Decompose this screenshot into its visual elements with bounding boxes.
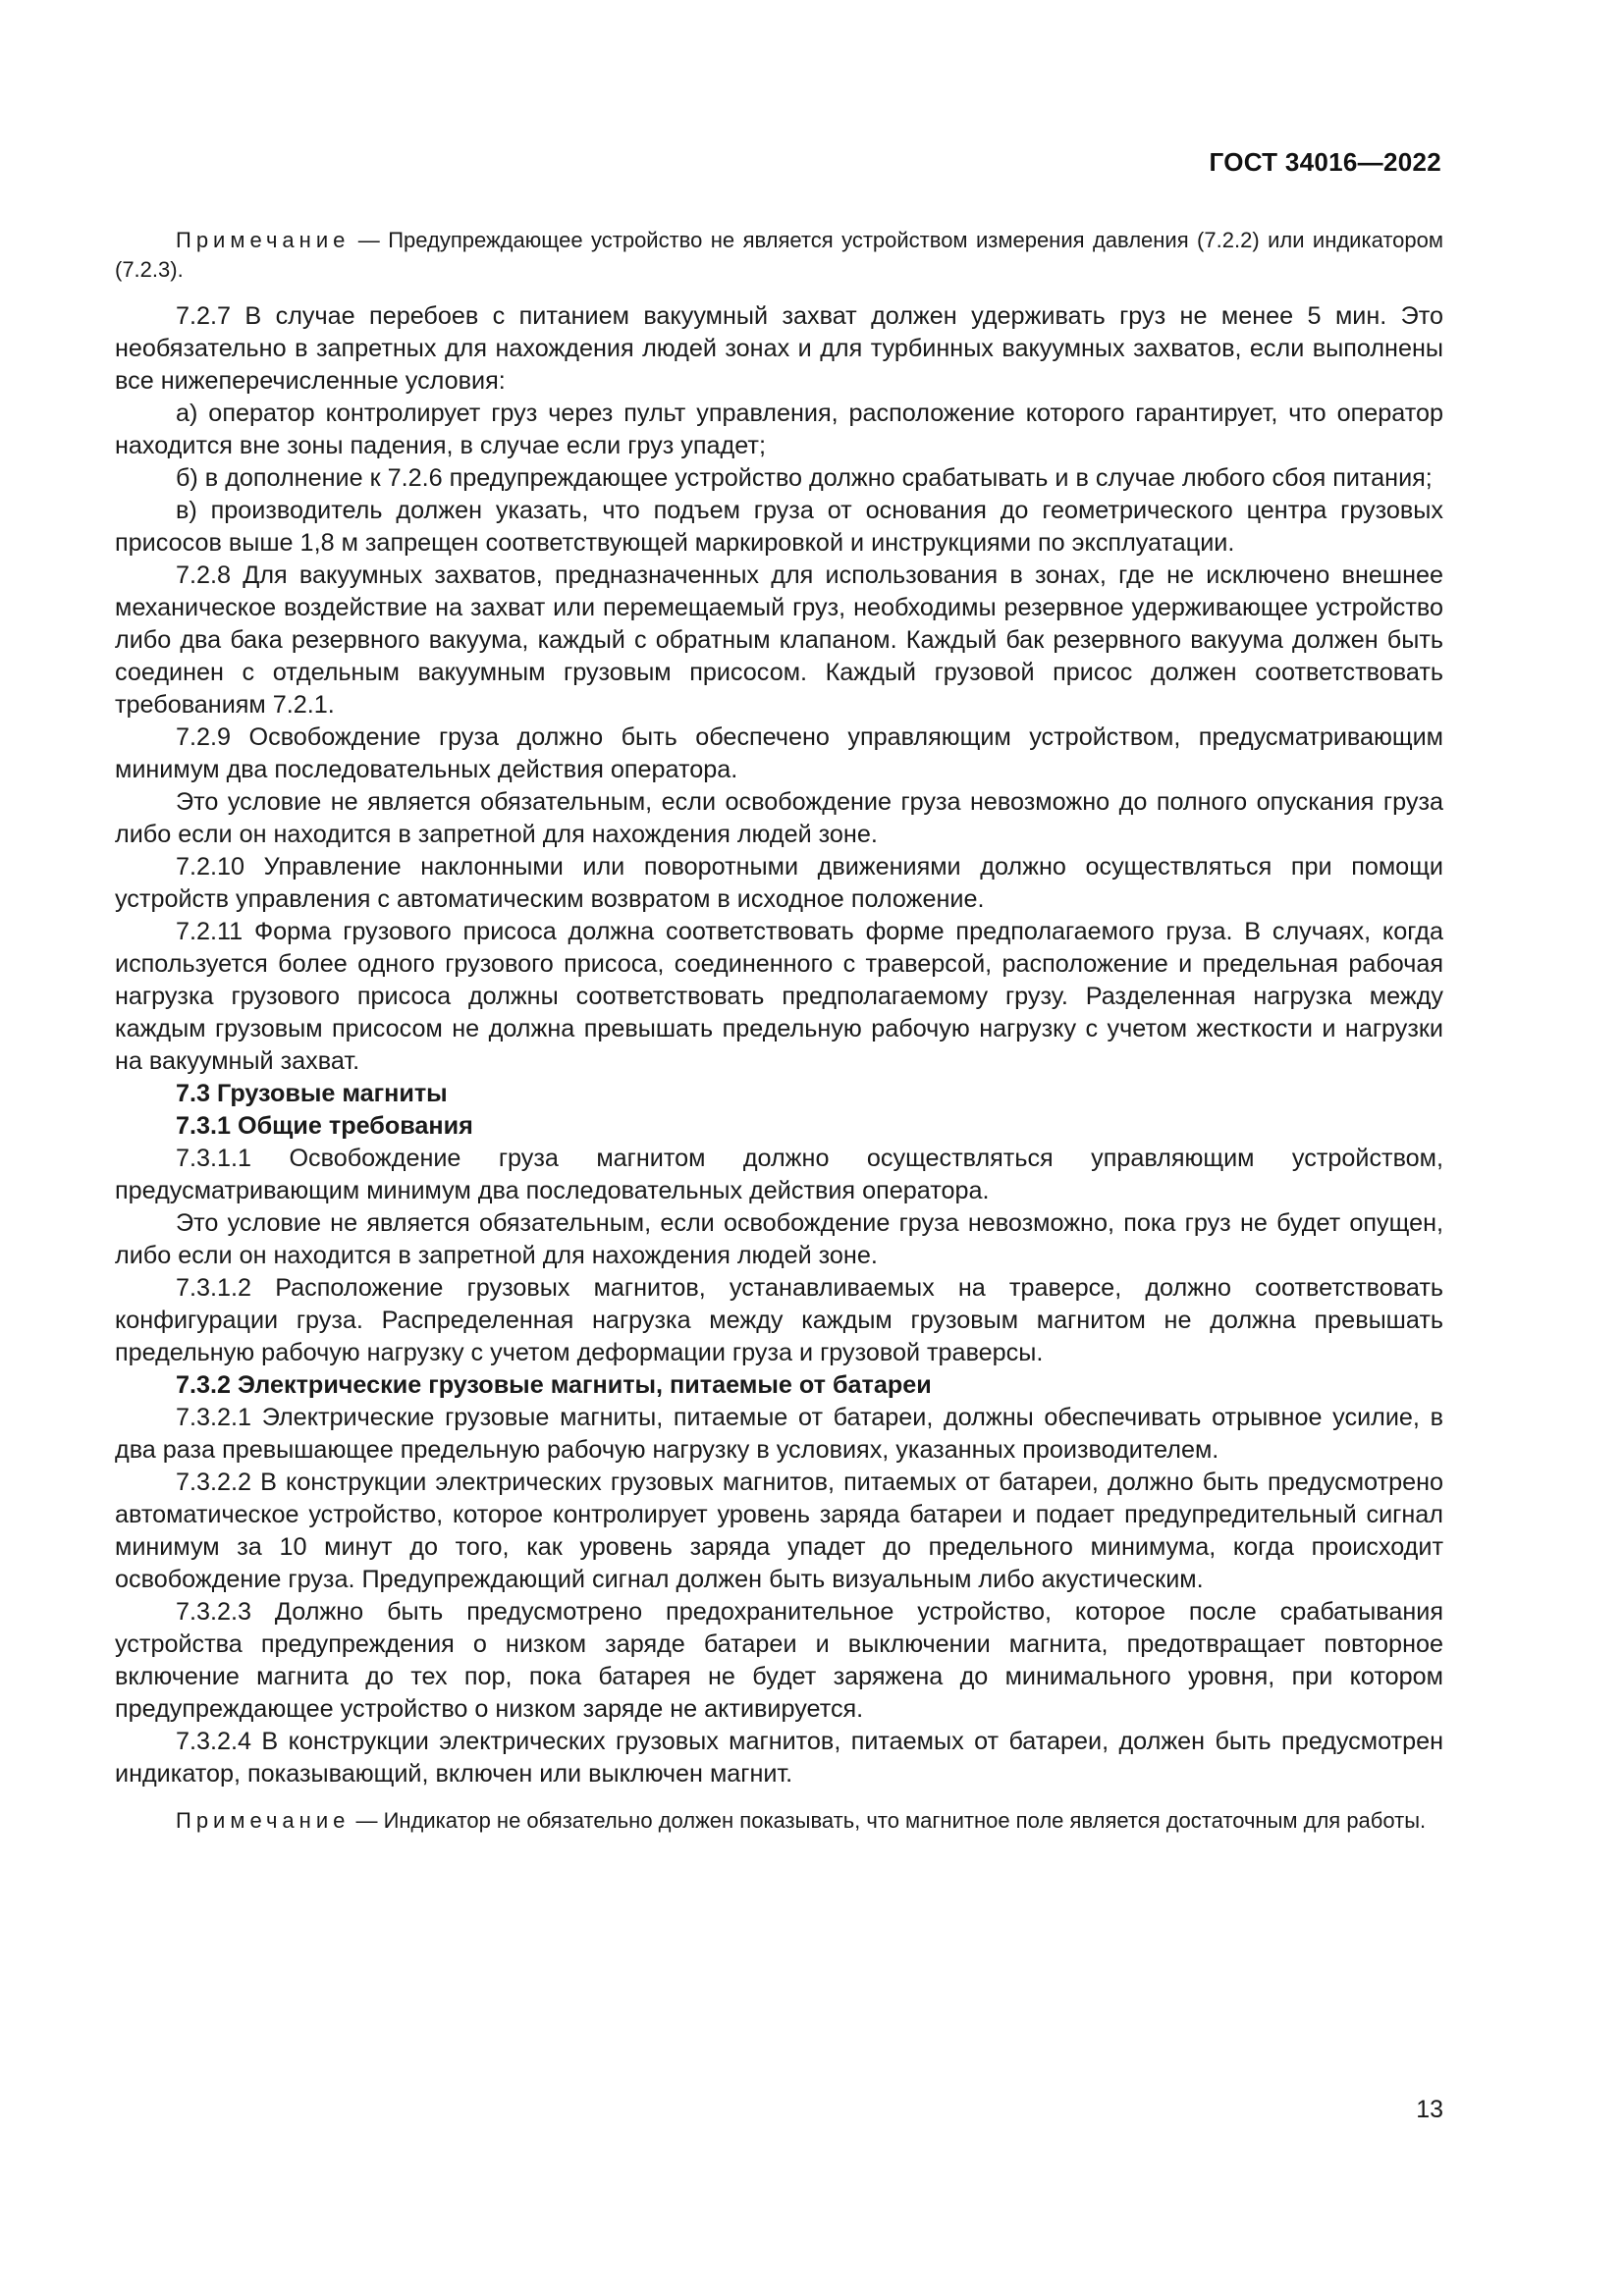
subsection-heading-7-3-1: 7.3.1 Общие требования [176,1112,473,1140]
list-item-c: в) производитель должен указать, что подъем груза от основания до геометрического центра грузовых присосов выше 1,8 м запрещен соответствующей маркировкой и инструкциями по эксплуатации. [115,497,1443,557]
paragraph-7-3-1-1: 7.3.1.1 Освобождение груза магнитом должно осуществляться управляющим устройством, предусматривающим минимум два последовательных действия оператора. [115,1145,1443,1204]
note-text: — Предупреждающее устройство не является устройством измерения давления (7.2.2) или индикатором (7.2.3). [115,228,1443,282]
note-paragraph [115,226,1443,285]
paragraph-7-2-11: 7.2.11 Форма грузового присоса должна соответствовать форме предполагаемого груза. В случаях, когда используется более одного грузового присоса, соединенного с траверсой, расположение и предельная рабочая нагрузка грузового присоса должны соответствовать предполагаемому грузу. Разделенная нагрузка между каждым грузовым присосом не должна превышать предельную рабочую нагрузку с учетом жесткости и нагрузки на вакуумный захват. [115,918,1443,1075]
paragraph-7-3-2-4: 7.3.2.4 В конструкции электрических грузовых магнитов, питаемых от батареи, должен быть предусмотрен индикатор, показывающий, включен или выключен магнит. [115,1728,1443,1788]
subsection-heading-7-3-2: 7.3.2 Электрические грузовые магниты, питаемые от батареи [176,1371,932,1399]
paragraph-7-3-2-1: 7.3.2.1 Электрические грузовые магниты, питаемые от батареи, должны обеспечивать отрывное усилие, в два раза превышающее предельную рабочую нагрузку в условиях, указанных производителем. [115,1404,1443,1464]
paragraph-7-2-10: 7.2.10 Управление наклонными или поворотными движениями должно осуществляться при помощи устройств управления с автоматическим возвратом в исходное положение. [115,853,1443,913]
list-item-a: а) оператор контролирует груз через пульт управления, расположение которого гарантирует, что оператор находится вне зоны падения, в случае если груз упадет; [115,400,1443,459]
section-heading-7-3: 7.3 Грузовые магниты [176,1080,448,1107]
note-label: Примечание [176,1808,351,1833]
paragraph-7-2-8: 7.2.8 Для вакуумных захватов, предназначенных для использования в зонах, где не исключено внешнее механическое воздействие на захват или перемещаемый груз, необходимы резервное удерживающее устройство либо два бака резервного вакуума, каждый с обратным клапаном. Каждый бак резервного вакуума должен быть соединен с отдельным вакуумным грузовым присосом. Каждый грузовой присос должен соответствовать требованиям 7.2.1. [115,561,1443,719]
document-code-header: ГОСТ 34016—2022 [1209,147,1441,177]
list-item-b: б) в дополнение к 7.2.6 предупреждающее устройство должно срабатывать и в случае любого сбоя питания; [176,464,1433,492]
paragraph-7-2-9: 7.2.9 Освобождение груза должно быть обеспечено управляющим устройством, предусматривающим минимум два последовательных действия оператора. [115,723,1443,783]
note-text: — Индикатор не обязательно должен показывать, что магнитное поле является достаточным для работы. [350,1808,1427,1833]
paragraph-7-3-1-2: 7.3.1.2 Расположение грузовых магнитов, устанавливаемых на траверсе, должно соответствовать конфигурации груза. Распределенная нагрузка между каждым грузовым магнитом не должна превышать предельную рабочую нагрузку с учетом деформации груза и грузовой траверсы. [115,1274,1443,1366]
paragraph-7-2-9-condition: Это условие не является обязательным, если освобождение груза невозможно до полного опускания груза либо если он находится в запретной для нахождения людей зоне. [115,788,1443,848]
document-body [115,226,1443,1836]
note-label: Примечание [176,228,351,252]
page-number: 13 [1416,2096,1443,2123]
note-paragraph [115,1806,1443,1836]
paragraph-7-2-7: 7.2.7 В случае перебоев с питанием вакуумный захват должен удерживать груз не менее 5 мин. Это необязательно в запретных для нахождения людей зонах и для турбинных вакуумных захватов, если выполнены все нижеперечисленные условия: [115,302,1443,395]
paragraph-7-3-2-3: 7.3.2.3 Должно быть предусмотрено предохранительное устройство, которое после срабатывания устройства предупреждения о низком заряде батареи и выключении магнита, предотвращает повторное включение магнита до тех пор, пока батарея не будет заряжена до минимального уровня, при котором предупреждающее устройство о низком заряде не активируется. [115,1598,1443,1723]
paragraph-7-3-2-2: 7.3.2.2 В конструкции электрических грузовых магнитов, питаемых от батареи, должно быть предусмотрено автоматическое устройство, которое контролирует уровень заряда батареи и подает предупредительный сигнал минимум за 10 минут до того, как уровень заряда упадет до предельного минимума, когда происходит освобождение груза. Предупреждающий сигнал должен быть визуальным либо акустическим. [115,1468,1443,1593]
paragraph-7-3-1-1-condition: Это условие не является обязательным, если освобождение груза невозможно, пока груз не будет опущен, либо если он находится в запретной для нахождения людей зоне. [115,1209,1443,1269]
